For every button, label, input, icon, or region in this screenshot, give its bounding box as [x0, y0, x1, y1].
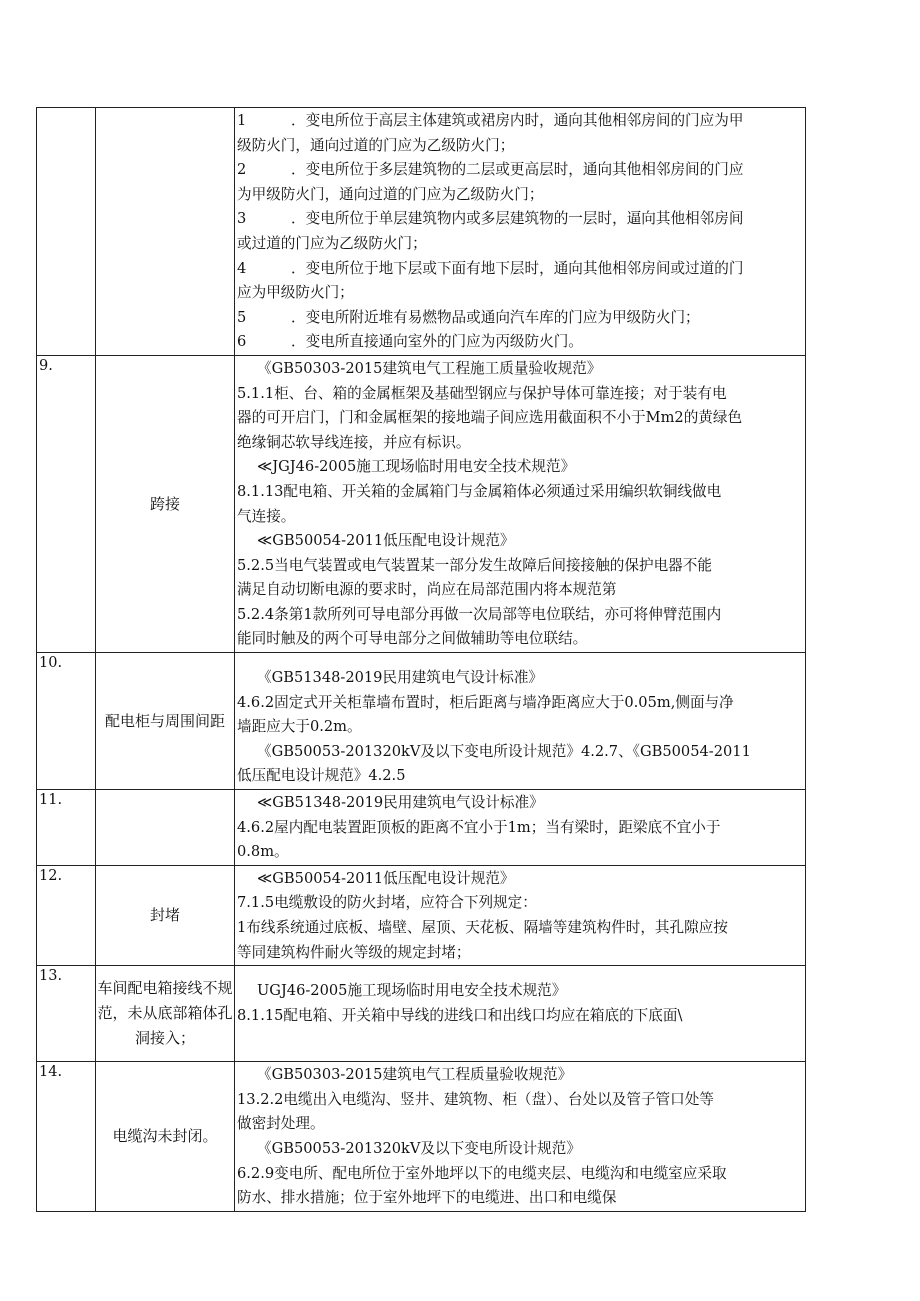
content-line: 满足自动切断电源的要求时，尚应在局部范围内将本规范第 [237, 581, 617, 599]
content-line: 防水、排水措施；位于室外地坪下的电缆进、出口和电缆保 [237, 1189, 617, 1207]
content-line: 4.6.2屋内配电装置距顶板的距离不宜小于1m；当有梁时，距梁底不宜小于 [237, 818, 721, 836]
content-line: 应为甲级防火门； [237, 284, 354, 302]
content-line: 5.2.4条第1款所列可导电部分再做一次局部等电位联结，亦可将伸臂范围内 [237, 605, 722, 623]
row-number: 9. [37, 355, 96, 652]
content-line: 器的可开启门，门和金属框架的接地端子间应选用截面积不小于Mm2的黄绿色 [237, 409, 743, 427]
row-content [235, 108, 806, 356]
content-line: 5.1.1柜、台、箱的金属框架及基础型钢应与保护导体可靠连接；对于装有电 [237, 384, 727, 402]
content-line [237, 330, 803, 355]
row-content [235, 790, 806, 866]
item-number: 1 [237, 112, 247, 129]
item-number: 2 [237, 161, 247, 179]
content-line: 《GB50053-201320kV及以下变电所设计规范》4.2.7、《GB50054-2011 [257, 742, 751, 760]
content-line: 13.2.2电缆出入电缆沟、竖井、建筑物、柜（盘）、台处以及管子管口处等 [237, 1090, 714, 1108]
content-line: ≪GB50054-2011低压配电设计规范》 [257, 869, 515, 887]
content-line: 等同建筑构件耐火等级的规定封堵； [237, 943, 471, 961]
inspection-table [36, 107, 806, 1212]
item-number: 3 [237, 210, 247, 228]
row-category [96, 108, 235, 356]
content-line: 为甲级防火门，通向过道的门应为乙级防火门； [237, 185, 544, 203]
content-line [237, 967, 803, 979]
content-line: 7.1.5电缆敷设的防火封堵，应符合下列规定： [237, 894, 537, 912]
row-number: 14. [37, 1062, 96, 1212]
table-row [37, 865, 806, 965]
content-line: 做密封处理。 [237, 1115, 325, 1133]
table-row [37, 355, 806, 652]
content-line: ≪GB51348-2019民用建筑电气设计标准》 [257, 794, 544, 812]
table-body [37, 108, 806, 1212]
content-line: 《GB51348-2019民用建筑电气设计标准》 [257, 669, 544, 687]
table-row [37, 653, 806, 790]
table-row [37, 108, 806, 356]
content-line: 0.8m。 [237, 843, 289, 861]
content-line: 墙距应大于0.2m。 [237, 718, 362, 736]
table-row [37, 1062, 806, 1212]
content-line: 低压配电设计规范》4.2.5 [237, 767, 406, 785]
content-line [237, 1028, 803, 1040]
item-number: 5 [237, 308, 247, 326]
content-line [237, 257, 803, 282]
item-text: ．变电所附近堆有易燃物品或通向汽车库的门应为甲级防火门； [291, 308, 700, 326]
row-category: 封堵 [96, 865, 235, 965]
row-number: 12. [37, 865, 96, 965]
row-number [37, 108, 96, 356]
content-line: ≪GB50054-2011低压配电设计规范》 [257, 532, 515, 550]
content-line: 4.6.2固定式开关柜靠墙布置时，柜后距离与墙净距离应大于0.05m,侧面与净 [237, 693, 734, 711]
content-line [237, 306, 803, 331]
content-line: 能同时触及的两个可导电部分之间做辅助等电位联结。 [237, 630, 588, 648]
row-content [235, 966, 806, 1062]
row-number: 11. [37, 790, 96, 866]
content-line: 气连接。 [237, 507, 296, 525]
row-content [235, 865, 806, 965]
item-text: ．变电所直接通向室外的门应为丙级防火门。 [291, 333, 583, 351]
content-line [237, 158, 803, 183]
content-line: 8.1.13配电箱、开关箱的金属箱门与金属箱体必须通过采用编织软铜线做电 [237, 482, 722, 500]
content-line: 6.2.9变电所、配电所位于室外地坪以下的电缆夹层、电缆沟和电缆室应采取 [237, 1164, 727, 1182]
item-text: ．变电所位于单层建筑物内或多层建筑物的一层时，逼向其他相邻房间 [291, 210, 744, 228]
item-number: 4 [237, 259, 247, 277]
table-row [37, 790, 806, 866]
content-line: 5.2.5当电气装置或电气装置某一部分发生故障后间接接触的保护电器不能 [237, 556, 712, 574]
row-category: 跨接 [96, 355, 235, 652]
content-line: 8.1.15配电箱、开关箱中导线的进线口和出线口均应在箱底的下底面\ [237, 1006, 683, 1024]
content-line: ≪JGJ46-2005施工现场临时用电安全技术规范》 [257, 458, 576, 476]
item-text: ．变电所位于地下层或下面有地下层时，通向其他相邻房间或过道的门 [291, 259, 744, 277]
row-category: 配电柜与周围间距 [96, 653, 235, 790]
row-number: 10. [37, 653, 96, 790]
content-line [237, 109, 803, 134]
table-row [37, 966, 806, 1062]
row-category: 车间配电箱接线不规范，未从底部箱体孔洞接入； [96, 966, 235, 1062]
content-line: UGJ46-2005施工现场临时用电安全技术规范》 [257, 982, 567, 1000]
item-number: 6 [237, 333, 247, 351]
content-line: 《GB50053-201320kV及以下变电所设计规范》 [257, 1139, 581, 1157]
content-line: 级防火门，通向过道的门应为乙级防火门； [237, 136, 515, 154]
row-content [235, 653, 806, 790]
content-line: 1布线系统通过底板、墙壁、屋顶、天花板、隔墙等建筑构件时，其孔隙应按 [237, 919, 728, 936]
content-line [237, 654, 803, 666]
row-content [235, 1062, 806, 1212]
row-number: 13. [37, 966, 96, 1062]
content-line: 《GB50303-2015建筑电气工程施工质量验收规范》 [257, 359, 602, 377]
content-line: 绝缘铜芯软导线连接，并应有标识。 [237, 433, 471, 451]
row-category [96, 790, 235, 866]
content-line: 或过道的门应为乙级防火门； [237, 234, 427, 252]
row-content [235, 355, 806, 652]
item-text: ．变电所位于多层建筑物的二层或更高层时，通向其他相邻房间的门应 [291, 161, 744, 179]
row-category: 电缆沟未封闭。 [96, 1062, 235, 1212]
content-line: 《GB50303-2015建筑电气工程质量验收规范》 [257, 1066, 573, 1084]
content-line [237, 207, 803, 232]
item-text: ．变电所位于高层主体建筑或裙房内时，通向其他相邻房间的门应为甲 [291, 112, 744, 129]
